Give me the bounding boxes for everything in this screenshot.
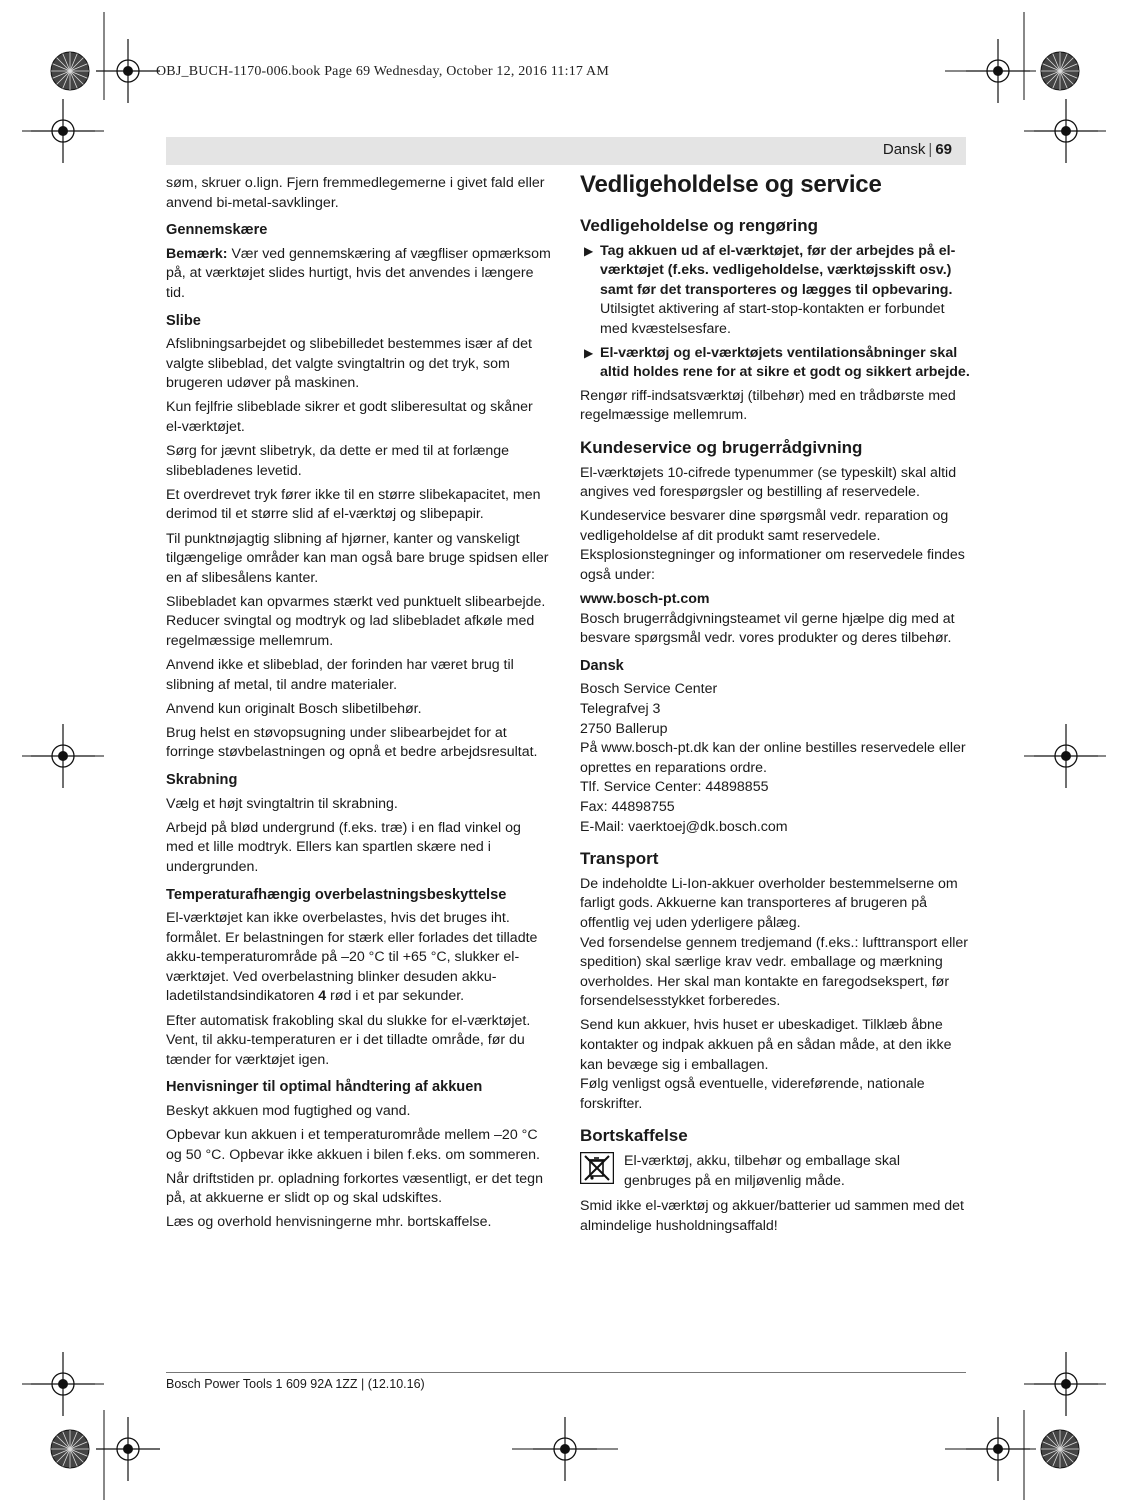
heading-transport: Transport (580, 849, 659, 869)
slibe-paragraph: Sørg for jævnt slibetryk, da dette er med til at forlænge slibebladenes levetid. (166, 443, 510, 479)
header-language: Dansk (882, 141, 926, 158)
slibe-paragraph: Brug helst en støvopsugning under slibearbejdet for at forringe støvbelastningen og opnå et bedre arbejdsresultat. (166, 724, 538, 761)
slibe-paragraph: Kun fejlfrie slibeblade sikrer et godt sliberesultat og skåner el-værktøjet. (166, 399, 533, 436)
disposal-notice (580, 1152, 970, 1191)
slibe-paragraph: Til punktnøjagtig slibning af hjørner, kanter og vanskeligt tilgængelige områder kan man også bare bruge spidsen eller en af slibesålens kanter. (166, 530, 549, 586)
heading-temperatur: Temperaturafhængig overbelastningsbeskyttelse (166, 886, 507, 903)
heading-vedligeholdelse: Vedligeholdelse og rengøring (580, 216, 819, 235)
kundeservice-paragraph: Kundeservice besvarer dine spørgsmål vedr. reparation og vedligeholdelse af dit produkt samt reservedele. Eksplosionstegninger og informationer om reservedele findes også under: (580, 508, 965, 583)
transport-paragraph: Send kun akkuer, hvis huset er ubeskadiget. Tilklæb åbne kontakter og indpak akkuen på en sådan måde, at den ikke kan bevæge sig i emballagen. (580, 1017, 952, 1073)
intro-paragraph: søm, skruer o.lign. Fjern fremmedlegemerne i givet fald eller anvend bi-metal-savklinger. (166, 175, 545, 211)
slibe-paragraph: Anvend kun originalt Bosch slibetilbehør. (166, 700, 422, 717)
transport-paragraph: Ved forsendelse gennem tredjemand (f.eks.: lufttransport eller spedition) skal særlige krav vedr. emballage og mærkning overholdes. Her skal man kontakte en faregodsekspert, før forsendelsesstykket forberedes. (580, 934, 969, 1010)
bullet-triangle-icon: ▶ (584, 345, 594, 360)
temperatur-paragraph: Efter automatisk frakobling skal du slukke for el-værktøjet. Vent, til akku-temperaturen er i det tilladte område, før du tænder for værktøjet igen. (166, 1012, 531, 1068)
heading-henvisninger: Henvisninger til optimal håndtering af akkuen (166, 1079, 483, 1096)
warning-bullet (580, 242, 970, 340)
henvisninger-paragraph: Beskyt akkuen mod fugtighed og vand. (166, 1102, 411, 1119)
header-separator: | (928, 141, 933, 158)
note-label: Bemærk: (166, 245, 228, 262)
slibe-paragraph: Et overdrevet tryk fører ikke til en større slibekapacitet, men derimod til et større slid af el-værktøj og slibepapir. (166, 486, 541, 523)
address-line: Bosch Service Center (580, 681, 718, 698)
footer: Bosch Power Tools 1 609 92A 1ZZ | (12.10.16) (166, 1377, 425, 1391)
page-number: 69 (935, 141, 952, 158)
crossed-out-bin-icon (580, 1152, 614, 1184)
heading-gennemskaere: Gennemskære (166, 222, 268, 239)
henvisninger-paragraph: Opbevar kun akkuen i et temperaturområde mellem –20 °C og 50 °C. Opbevar ikke akkuen i bilen f.eks. om sommeren. (166, 1127, 540, 1163)
transport-paragraph: De indeholdte Li-Ion-akkuer overholder bestemmelserne om farligt gods. Akkuerne kan transporteres af brugeren på offentlig vej uden yderligere pålæg. (580, 875, 958, 931)
disposal-text: El-værktøj, akku, tilbehør og emballage skal genbruges på en miljøvenlig måde. (624, 1153, 900, 1189)
bullet-bold-text: El-værktøj og el-værktøjets ventilationsåbninger skal altid holdes rene for at sikre et godt og sikkert arbejde. (600, 344, 970, 381)
footer-rule (166, 1372, 966, 1373)
fax-line: Fax: 44898755 (580, 799, 675, 816)
temperatur-text: rød i et par sekunder. (326, 988, 465, 1005)
address-line: 2750 Ballerup (580, 720, 668, 737)
heading-skrabning: Skrabning (166, 772, 238, 789)
skrabning-paragraph: Arbejd på blød undergrund (f.eks. træ) i en flad vinkel og med et lille modtryk. Ellers kan spartlen skære ned i undergrunden. (166, 819, 521, 875)
warning-bullet (580, 344, 970, 383)
bullet-bold-text: Tag akkuen ud af el-værktøjet, før der arbejdes på el-værktøjet (f.eks. vedligeholdelse, værktøjsskift osv.) samt før det transporteres og lægges til opbevaring. (600, 242, 956, 298)
page-header-bar (166, 137, 966, 165)
right-column (580, 170, 970, 1241)
heading-slibe: Slibe (166, 312, 201, 329)
disposal-paragraph: Smid ikke el-værktøj og akkuer/batterier ud sammen med det almindelige husholdningsaffald! (580, 1198, 964, 1234)
temperatur-text: El-værktøjet kan ikke overbelastes, hvis det bruges iht. formålet. Er belastningen for stærk eller forlades det tilladte akku-temperaturområde på –20 °C til +65 °C, slukker el-værktøjet. Ved overbelastning blinker desuden akku-ladetilstandsindikatoren (166, 910, 538, 1005)
henvisninger-paragraph: Når driftstiden pr. opladning forkortes væsentligt, er det tegn på, at akkuerne er slidt op og skal udskiftes. (166, 1170, 543, 1207)
slibe-paragraph: Anvend ikke et slibeblad, der forinden har været brug til slibning af metal, til andre materialer. (166, 657, 514, 693)
note-text: Vær ved gennemskæring af vægfliser opmærksom på, at værktøjet slides hurtigt, hvis det anvendes i længere tid. (166, 245, 551, 301)
skrabning-paragraph: Vælg et højt svingtaltrin til skrabning. (166, 795, 398, 812)
heading-dansk: Dansk (580, 657, 624, 674)
online-order-text: På www.bosch-pt.dk kan der online bestilles reservedele eller oprettes en reparations ordre. (580, 740, 966, 776)
bosch-url: www.bosch-pt.com (580, 591, 710, 608)
transport-paragraph: Følg venligst også eventuelle, videreførende, nationale forskrifter. (580, 1076, 925, 1112)
kundeservice-paragraph: Bosch brugerrådgivningsteamet vil gerne hjælpe dig med at besvare spørgsmål vedr. vores produkter og deres tilbehør. (580, 610, 955, 647)
phone-line: Tlf. Service Center: 44898855 (580, 779, 769, 796)
henvisninger-paragraph: Læs og overhold henvisningerne mhr. bortskaffelse. (166, 1214, 492, 1231)
indicator-number: 4 (318, 988, 327, 1005)
slibe-paragraph: Slibebladet kan opvarmes stærkt ved punktuelt slibearbejde. Reducer svingtal og modtryk og lad slibebladet afkøle med regelmæssige mellemrum. (166, 593, 546, 649)
page-header (883, 141, 952, 158)
address-line: Telegrafvej 3 (580, 701, 661, 718)
heading-bortskaffelse: Bortskaffelse (580, 1126, 688, 1146)
vedligeholdelse-paragraph: Rengør riff-indsatsværktøj (tilbehør) med en trådbørste med regelmæssige mellemrum. (580, 387, 956, 424)
email-line: E-Mail: vaerktoej@dk.bosch.com (580, 818, 788, 835)
print-slug: OBJ_BUCH-1170-006.book Page 69 Wednesday, October 12, 2016 11:17 AM (156, 64, 609, 79)
kundeservice-paragraph: El-værktøjets 10-cifrede typenummer (se typeskilt) skal altid angives ved forespørgsler og bestilling af reservedele. (580, 464, 957, 501)
note-paragraph (166, 245, 552, 304)
bullet-text: Utilsigtet aktivering af start-stop-kontakten er forbundet med kvæstelsesfare. (600, 301, 945, 337)
section-title: Vedligeholdelse og service (580, 171, 882, 198)
left-column (166, 174, 552, 1238)
temperatur-paragraph (166, 909, 552, 1007)
slibe-paragraph: Afslibningsarbejdet og slibebilledet bestemmes især af det valgte slibeblad, det valgte svingtaltrin og det tryk, som brugeren udøver på maskinen. (166, 336, 532, 392)
heading-kundeservice: Kundeservice og brugerrådgivning (580, 437, 863, 457)
bullet-triangle-icon: ▶ (584, 243, 594, 258)
